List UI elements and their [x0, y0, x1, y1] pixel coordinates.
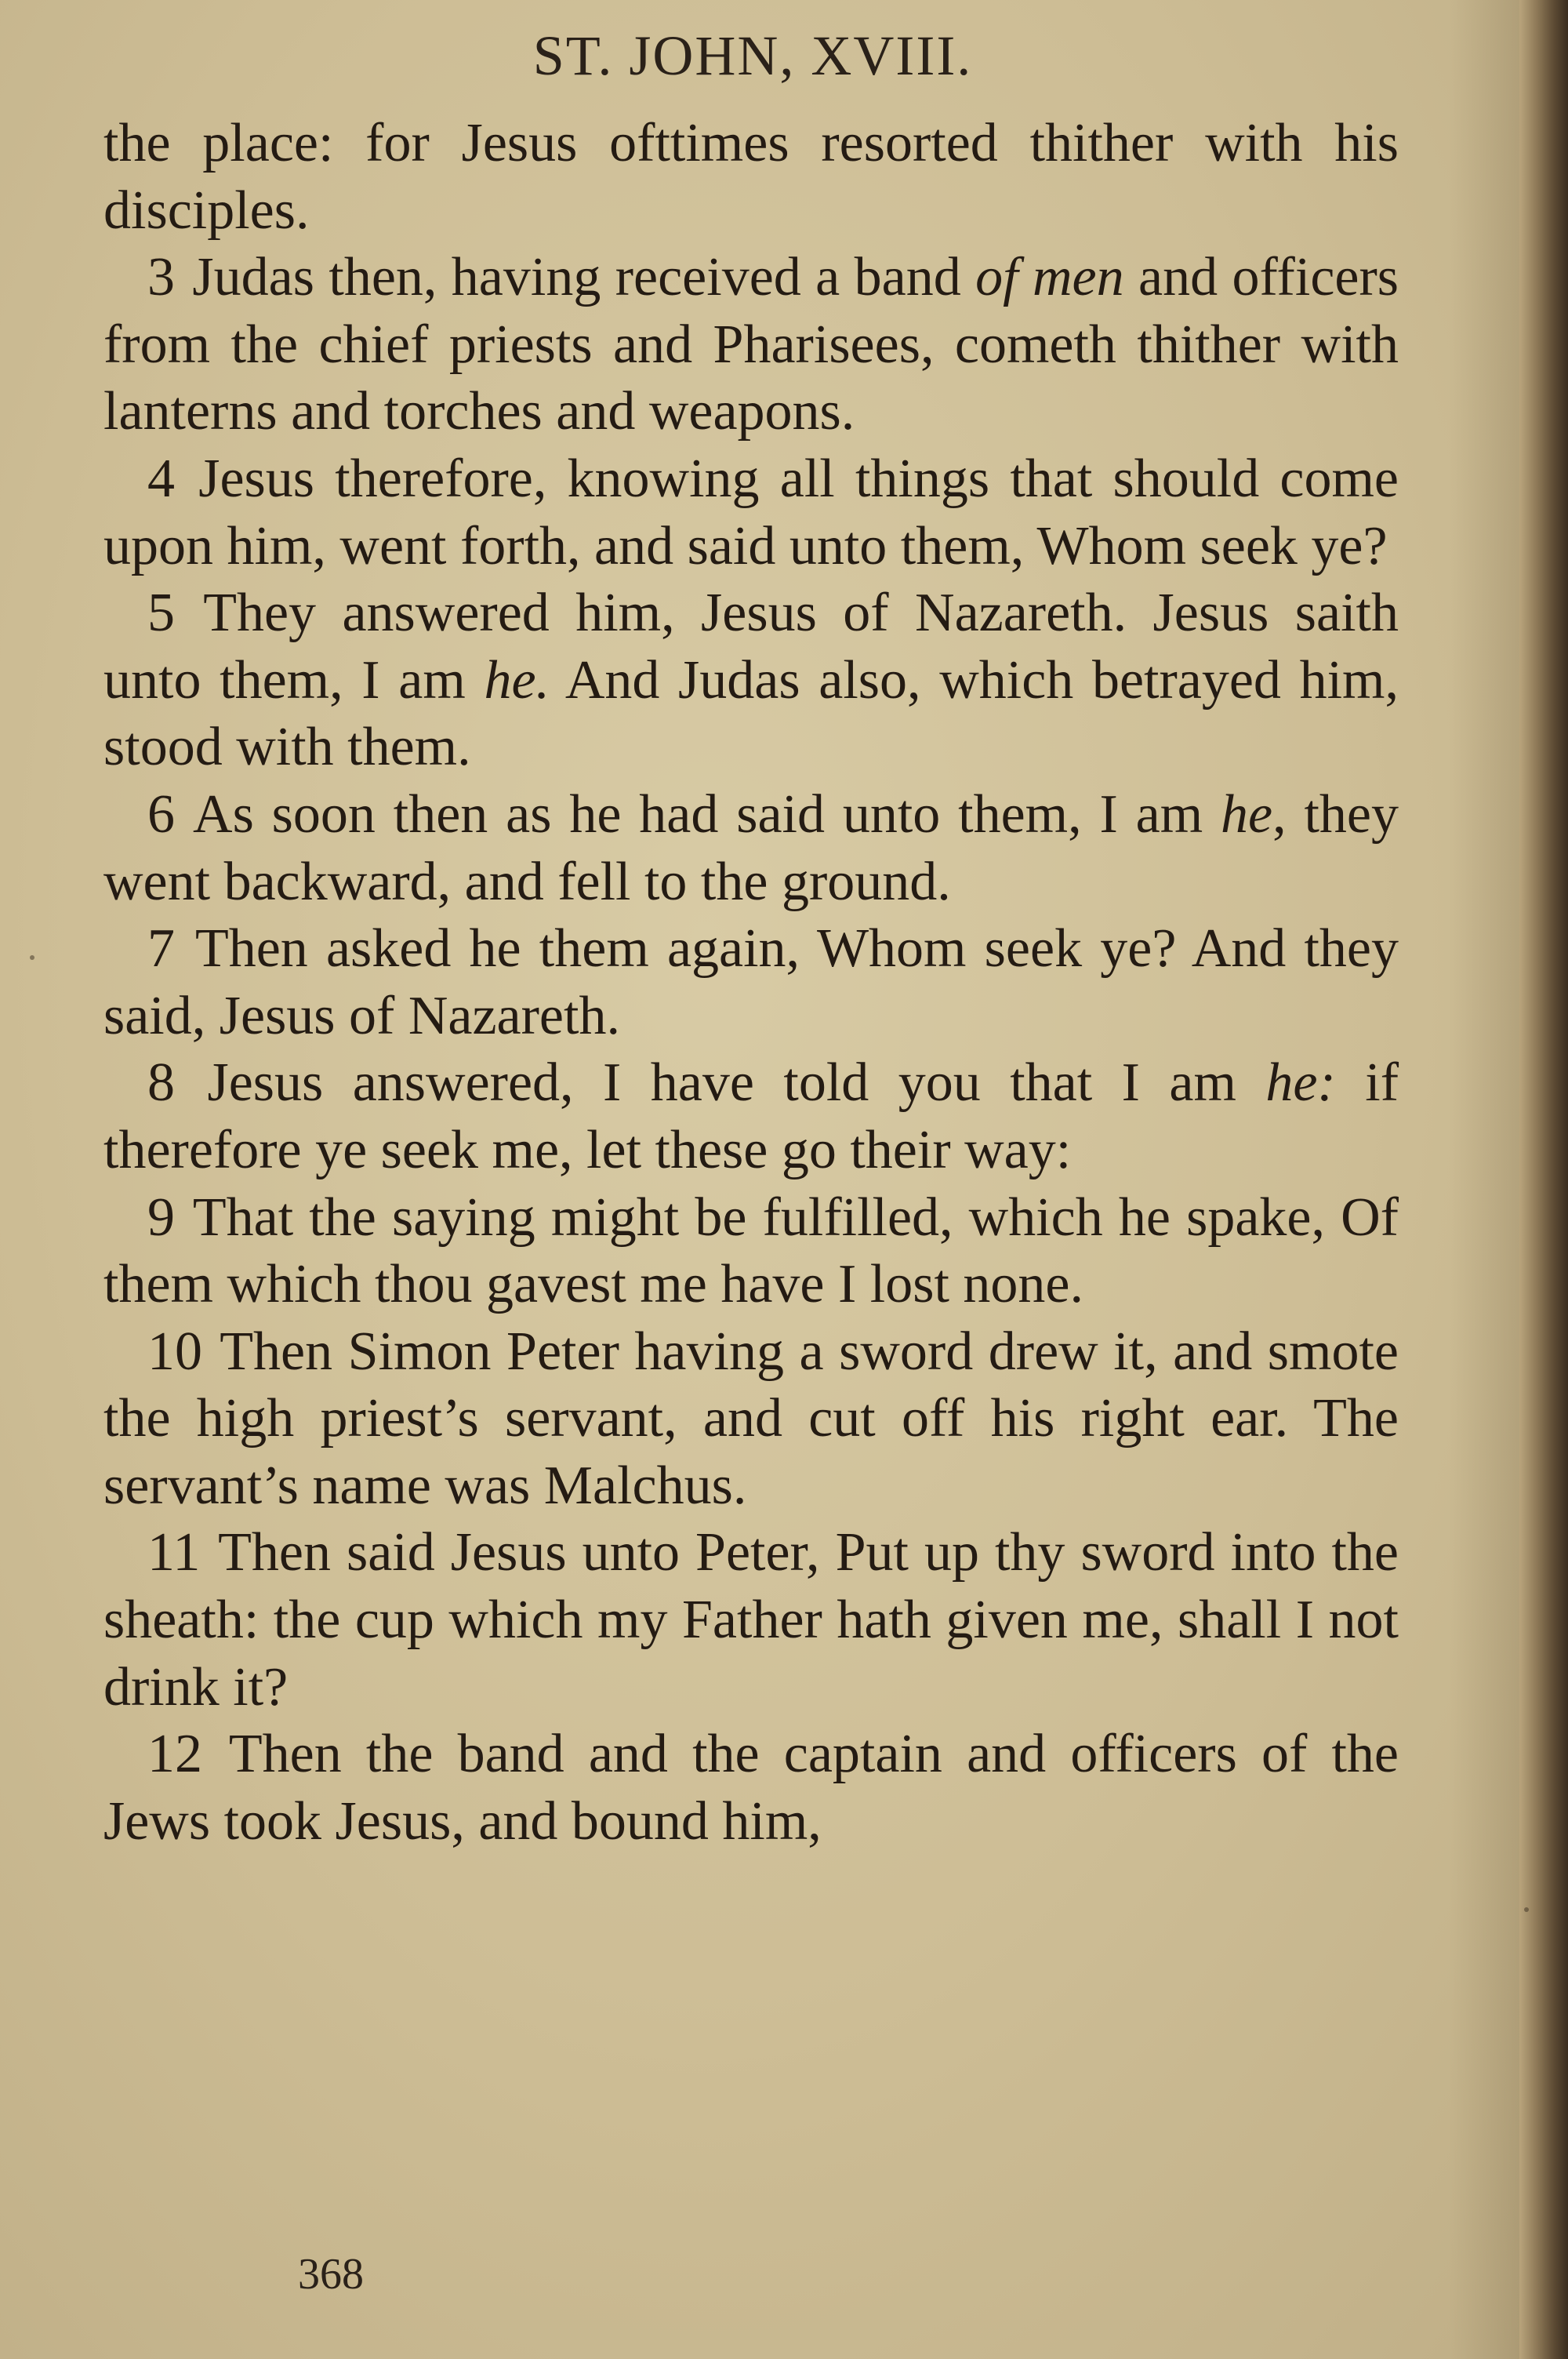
- verse-text: Judas then, having received a band: [192, 247, 976, 308]
- paper-speck: [1524, 1907, 1529, 1912]
- verse-5: [103, 580, 1399, 781]
- verse-number: 10: [147, 1321, 202, 1382]
- verse-text-tail: if therefore ye seek me, let these go their way:: [103, 1052, 1399, 1180]
- verse-12: [103, 1721, 1399, 1855]
- verse-continuation: the place: for Jesus ofttimes resorted thither with his disciples.: [103, 113, 1399, 241]
- gutter-shadow: [1449, 0, 1519, 2359]
- verse-text: They answered him, Jesus of Nazareth. Jesus saith unto them, I am: [103, 583, 1399, 711]
- verse-text: Then the band and the captain and officers of the Jews took Jesus, and bound him,: [103, 1724, 1399, 1852]
- verse-text: Jesus therefore, knowing all things that should come upon him, went forth, and said unto them, Whom seek ye?: [103, 448, 1399, 576]
- scripture-text: [103, 110, 1399, 1855]
- verse-number: 3: [147, 247, 175, 308]
- verse-8: [103, 1049, 1399, 1183]
- verse-number: 6: [147, 783, 175, 845]
- paper-speck: [30, 955, 34, 960]
- verse-number: 4: [147, 448, 175, 509]
- verse-6: [103, 781, 1399, 915]
- verse-text: Jesus answered, I have told you that I am: [207, 1052, 1266, 1114]
- page-number: 368: [298, 2250, 364, 2299]
- verse-3: [103, 244, 1399, 445]
- verse-number: 9: [147, 1187, 175, 1248]
- verse-italic: he:: [1265, 1052, 1336, 1114]
- verse-10: [103, 1318, 1399, 1520]
- verse-italic: of men: [975, 247, 1124, 308]
- verse-text-tail: And Judas also, which betrayed him, stood with them.: [103, 649, 1399, 778]
- verse-number: 8: [147, 1052, 175, 1114]
- verse-text: Then Simon Peter having a sword drew it, and smote the high priest’s servant, and cut off his right ear. The servant’s name was Malchus.: [103, 1321, 1399, 1516]
- verse-italic: he: [1221, 783, 1273, 845]
- verse-text: That the saying might be fulfilled, which he spake, Of them which thou gavest me have I lost none.: [103, 1187, 1399, 1315]
- verse-text: Then asked he them again, Whom seek ye? And they said, Jesus of Nazareth.: [103, 918, 1399, 1046]
- verse-number: 7: [147, 918, 175, 980]
- verse-text: Then said Jesus unto Peter, Put up thy sword into the sheath: the cup which my Father hath given me, shall I not drink it?: [103, 1522, 1399, 1717]
- verse-7: [103, 915, 1399, 1049]
- verse-number: 12: [147, 1724, 202, 1785]
- running-head: ST. JOHN, XVIII.: [532, 24, 973, 87]
- verse-number: 5: [147, 583, 175, 644]
- verse-4: [103, 445, 1399, 580]
- verse-text: As soon then as he had said unto them, I am: [193, 783, 1221, 845]
- verse-number: 11: [147, 1522, 201, 1583]
- verse-text-tail: and officers from the chief priests and Pharisees, cometh thither with lanterns and torches and weapons.: [103, 247, 1399, 442]
- verse-text-tail: , they went backward, and fell to the ground.: [103, 783, 1399, 912]
- page-gutter: [1519, 0, 1568, 2359]
- verse-italic: he.: [484, 649, 550, 711]
- verse-9: [103, 1184, 1399, 1318]
- verse-11: [103, 1519, 1399, 1721]
